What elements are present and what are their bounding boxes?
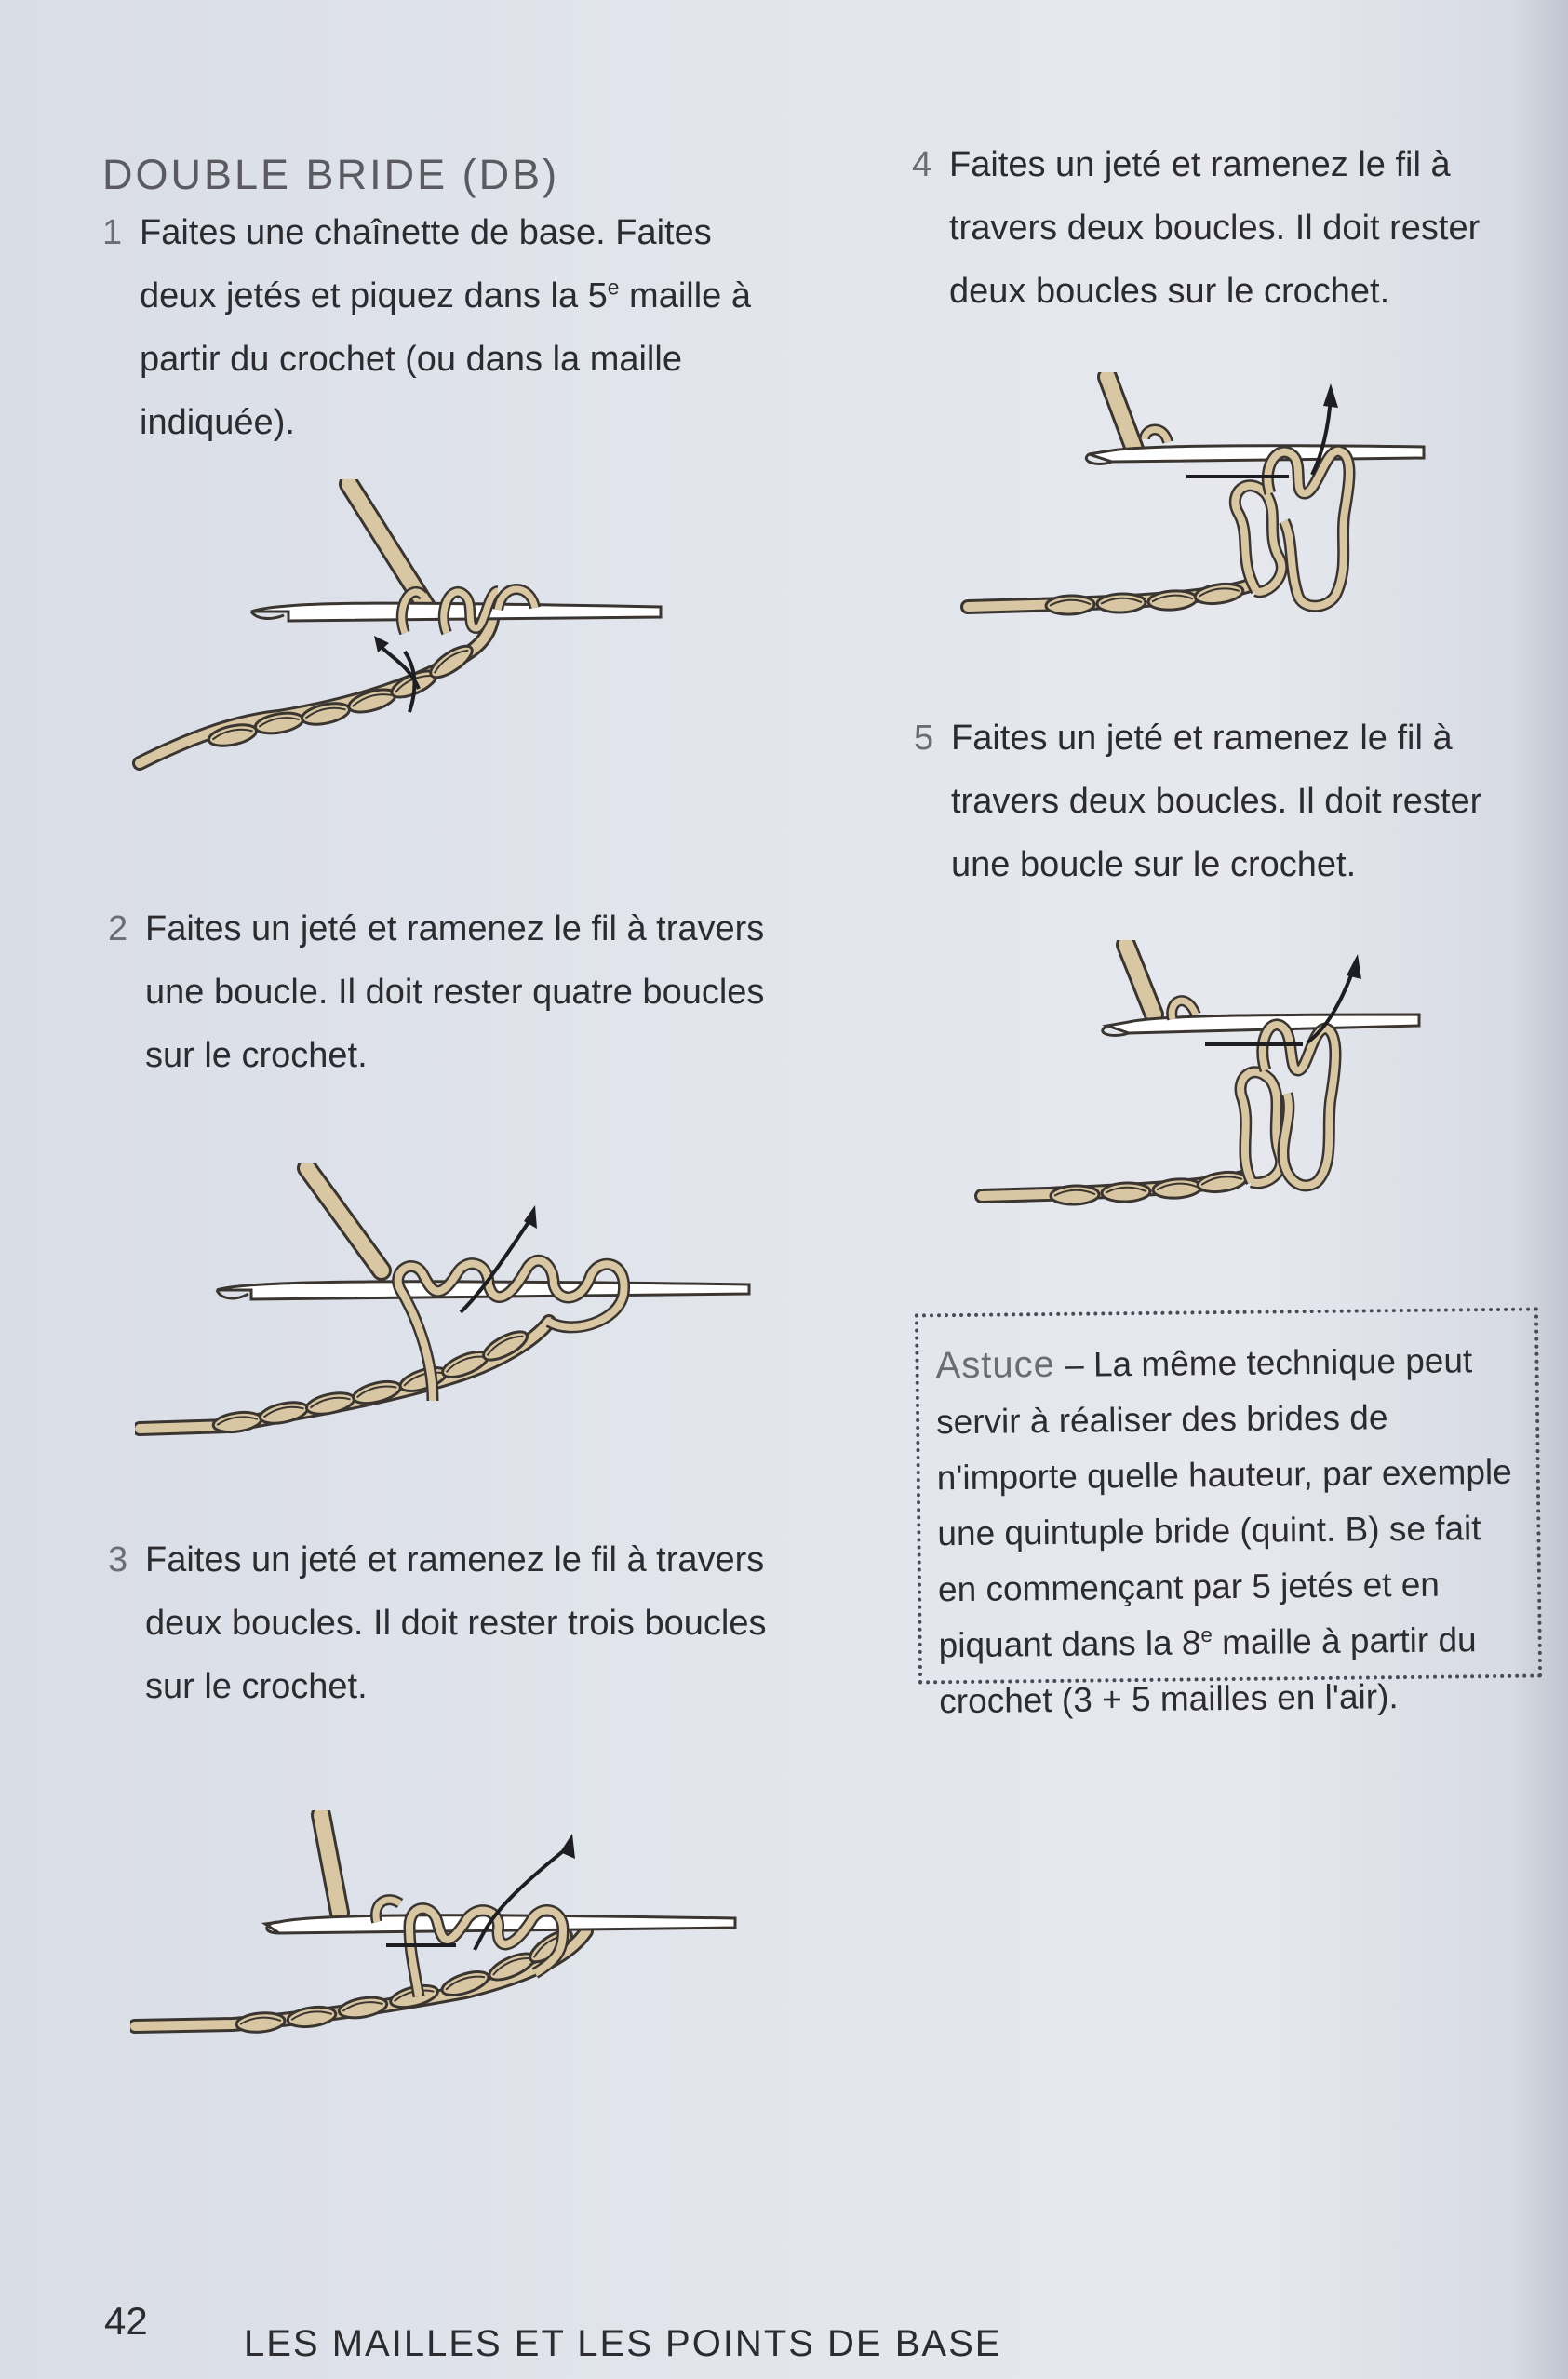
page-number: 42 <box>104 2299 148 2343</box>
tip-title: Astuce <box>935 1343 1056 1387</box>
step-text: Faites un jeté et ramenez le fil à travers une boucle. Il doit rester quatre boucles sur le crochet. <box>145 909 765 1075</box>
step-2 <box>108 897 797 1087</box>
step-number: 2 <box>108 909 128 948</box>
step-4 <box>912 133 1526 323</box>
tip-box <box>915 1308 1542 1721</box>
step-text: Faites un jeté et ramenez le fil à travers deux boucles. Il doit rester une boucle sur le crochet. <box>951 719 1482 884</box>
step-text: Faites un jeté et ramenez le fil à travers deux boucles. Il doit rester trois boucles sur le crochet. <box>145 1540 767 1706</box>
illustration-step-5 <box>972 940 1428 1219</box>
illustration-step-4 <box>958 372 1442 633</box>
step-1 <box>102 201 791 454</box>
illustration-step-2 <box>135 1163 758 1452</box>
page-shadow <box>1512 0 1568 2379</box>
illustration-step-1 <box>130 479 689 786</box>
step-5 <box>914 706 1528 896</box>
step-3 <box>108 1528 797 1718</box>
tip-text: La même technique peut servir à réaliser des brides de n'importe quelle hauteur, par exemple une quintuple bride (quint. B) se fait en commençant par 5 jetés et en piquant dans la 8e maille à partir du crochet (3 + 5 mailles en l'air). <box>935 1341 1512 1721</box>
step-number: 5 <box>914 719 934 758</box>
illustration-step-3 <box>130 1810 754 2071</box>
step-text: Faites un jeté et ramenez le fil à travers deux boucles. Il doit rester deux boucles sur le crochet. <box>949 145 1481 311</box>
step-number: 3 <box>108 1540 128 1579</box>
tip-separator: – <box>1054 1345 1094 1384</box>
running-footer: LES MAILLES ET LES POINTS DE BASE <box>244 2323 1002 2364</box>
page-title: DOUBLE BRIDE (DB) <box>102 151 560 198</box>
step-text: Faites une chaînette de base. Faites deux jetés et piquez dans la 5e maille à partir du crochet (ou dans la maille indiquée). <box>140 213 751 442</box>
step-number: 4 <box>912 145 932 184</box>
step-number: 1 <box>102 213 123 252</box>
